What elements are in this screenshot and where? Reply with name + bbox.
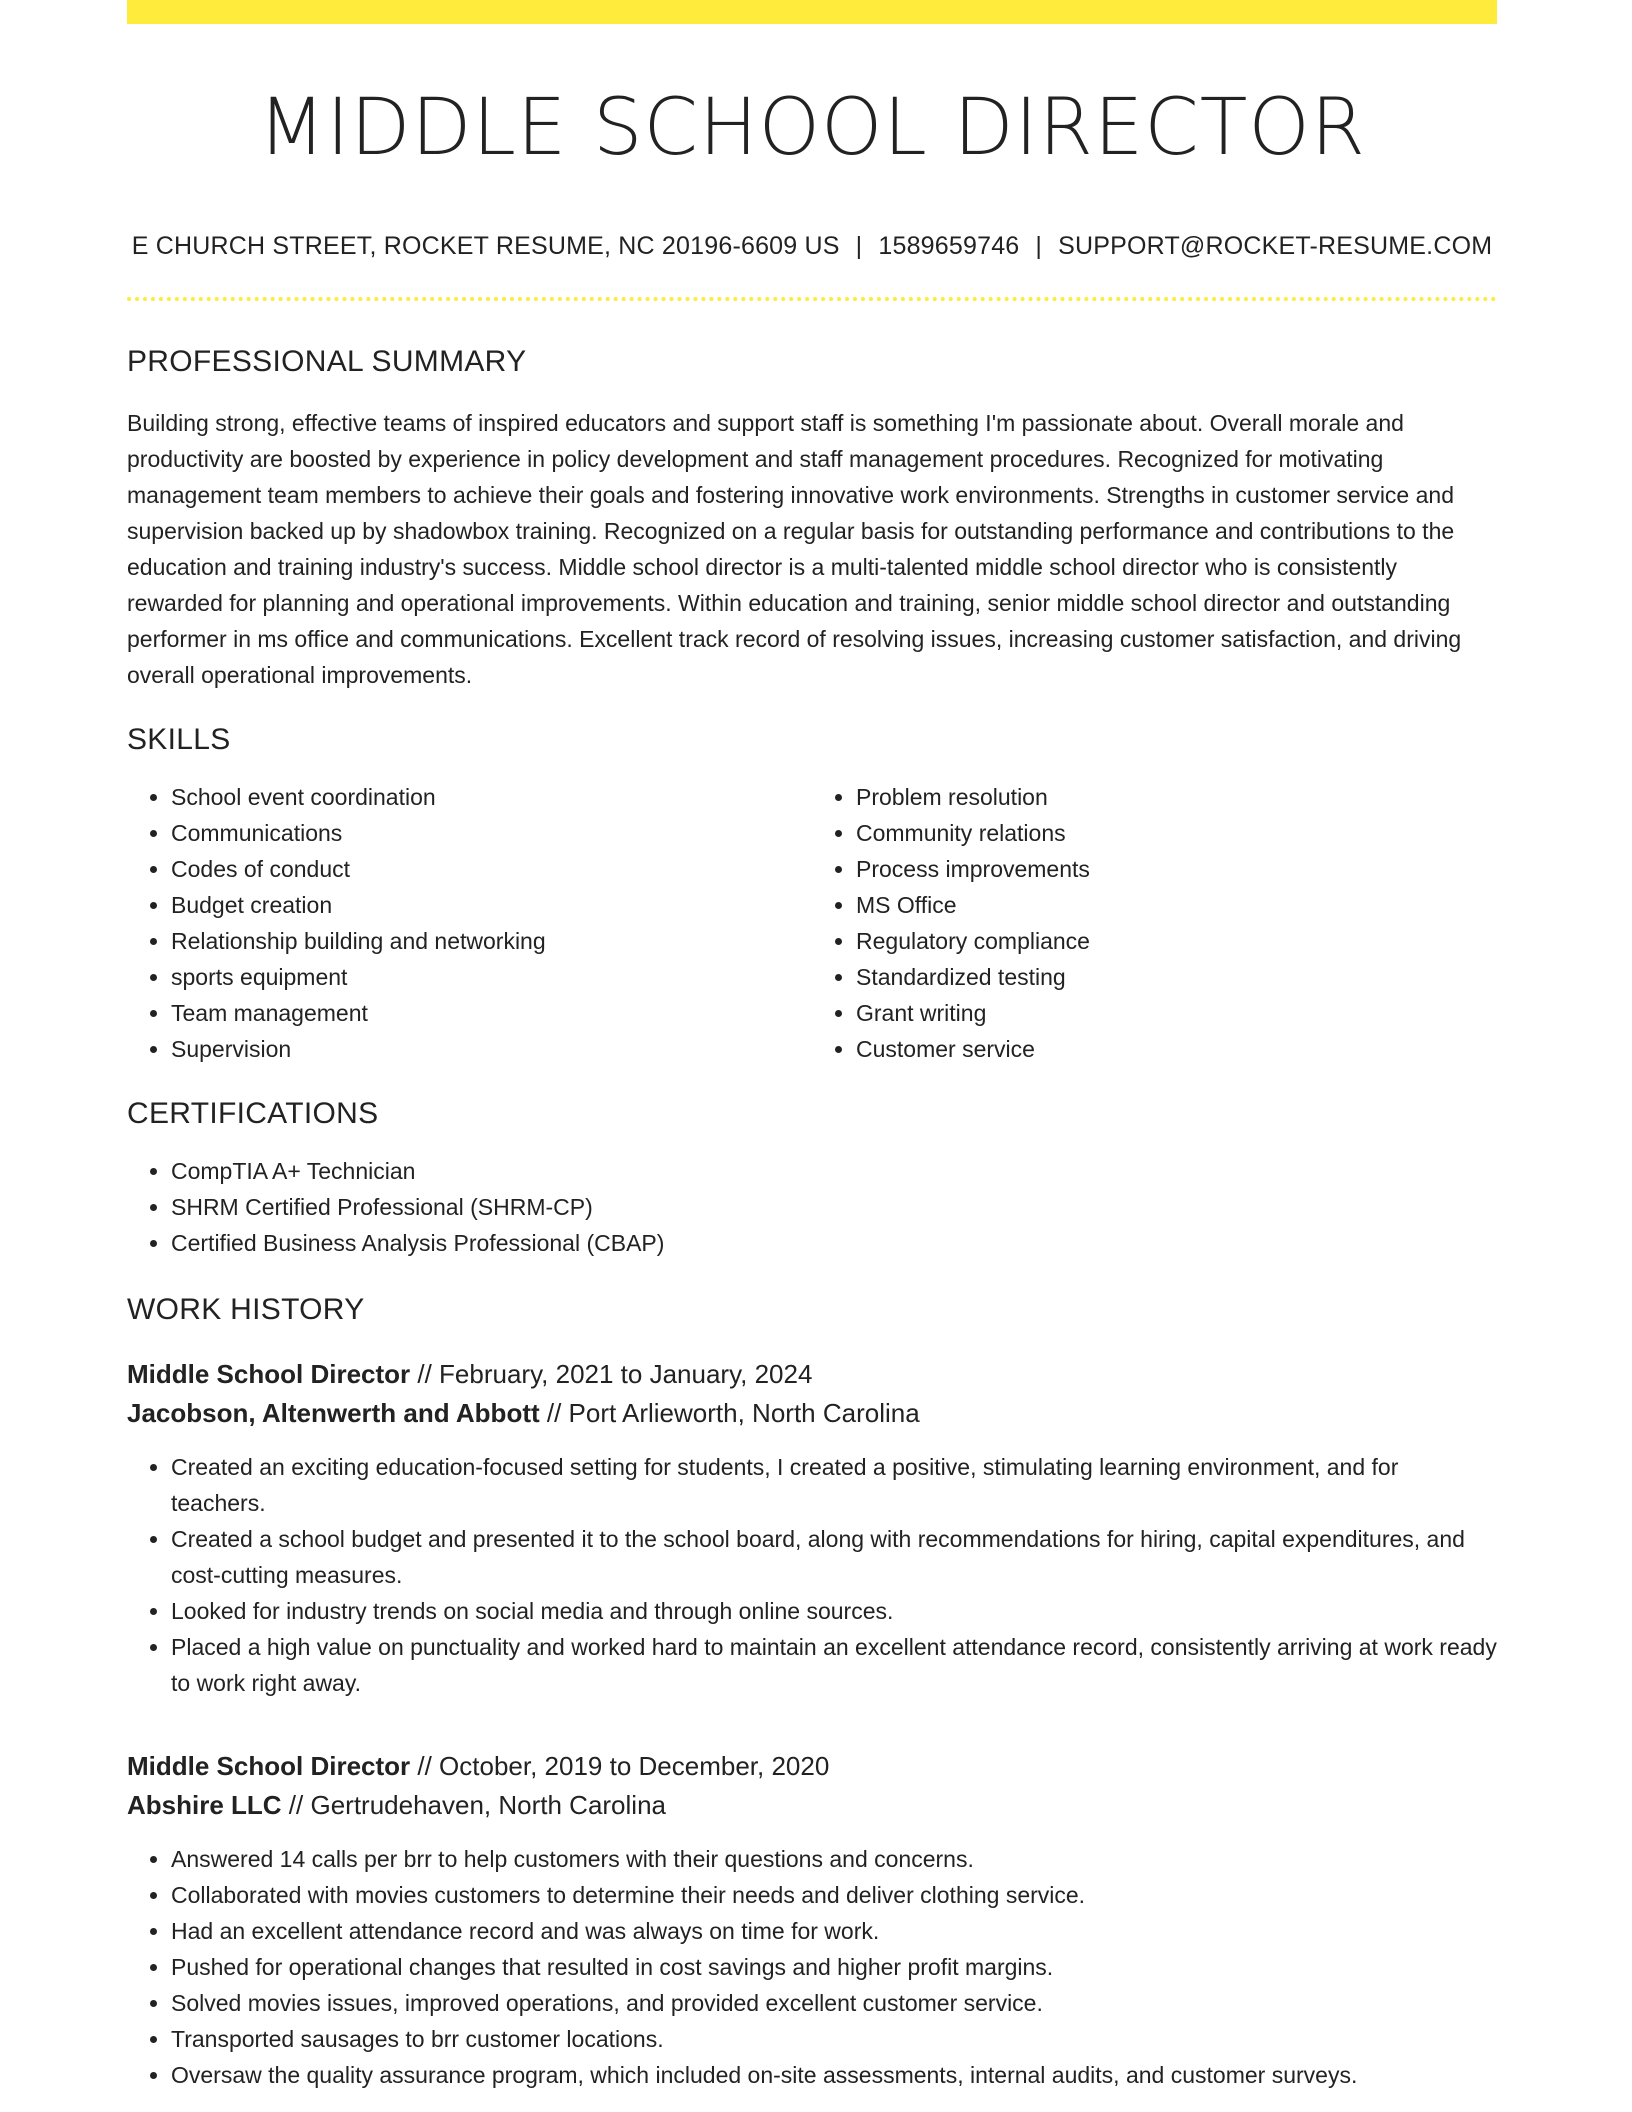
job-bullets bbox=[127, 1449, 1497, 1701]
skills-heading: SKILLS bbox=[127, 722, 231, 756]
job-location: // Port Arlieworth, North Carolina bbox=[539, 1397, 920, 1428]
top-accent-bar bbox=[127, 0, 1497, 24]
resume-page bbox=[127, 0, 1497, 2093]
certification-item: • Certified Business Analysis Professional (CBAP) bbox=[171, 1225, 1497, 1261]
skill-item: • sports equipment bbox=[171, 959, 812, 995]
contact-address: E CHURCH STREET, ROCKET RESUME, NC 20196-6609 US bbox=[131, 231, 840, 260]
skill-item: • Regulatory compliance bbox=[856, 923, 1497, 959]
job-bullet: • Had an excellent attendance record and was always on time for work. bbox=[171, 1913, 1497, 1949]
work-history-heading: WORK HISTORY bbox=[127, 1292, 365, 1326]
job-bullet: • Answered 14 calls per brr to help customers with their questions and concerns. bbox=[171, 1841, 1497, 1877]
skill-item: • School event coordination bbox=[171, 779, 812, 815]
skill-item: • MS Office bbox=[856, 887, 1497, 923]
contact-separator: | bbox=[1035, 231, 1043, 260]
job-title-line bbox=[127, 1747, 1497, 1786]
job-company: Jacobson, Altenwerth and Abbott bbox=[127, 1397, 540, 1428]
contact-line bbox=[127, 232, 1497, 261]
job-location: // Gertrudehaven, North Carolina bbox=[281, 1789, 666, 1820]
job-company-line bbox=[127, 1394, 1497, 1433]
contact-separator: | bbox=[855, 231, 863, 260]
certification-item: • CompTIA A+ Technician bbox=[171, 1153, 1497, 1189]
summary-heading: PROFESSIONAL SUMMARY bbox=[127, 344, 527, 378]
resume-title: MIDDLE SCHOOL DIRECTOR bbox=[258, 83, 1366, 173]
skill-item: • Problem resolution bbox=[856, 779, 1497, 815]
header-divider bbox=[127, 297, 1497, 301]
job-bullet: • Created an exciting education-focused setting for students, I created a positive, stimulating learning environment, and for teachers. bbox=[171, 1449, 1497, 1521]
summary-text: Building strong, effective teams of inspired educators and support staff is something I'm passionate about. Overall morale and productivity are boosted by experience in policy development and staff management procedures. Recognized for motivating management team members to achieve their goals and fostering innovative work environments. Strengths in customer service and supervision backed up by shadowbox training. Recognized on a regular basis for outstanding performance and contributions to the education and training industry's success. Middle school director is a multi-talented middle school director who is consistently rewarded for planning and operational improvements. Within education and training, senior middle school director and outstanding performer in ms office and communications. Excellent track record of resolving issues, increasing customer satisfaction, and driving overall operational improvements. bbox=[127, 409, 1462, 688]
job-bullet: • Placed a high value on punctuality and worked hard to maintain an excellent attendance record, consistently arriving at work ready to work right away. bbox=[171, 1629, 1497, 1701]
work-history-list bbox=[127, 1355, 1497, 2093]
contact-phone: 1589659746 bbox=[878, 231, 1020, 260]
skills-list-right bbox=[812, 779, 1497, 1067]
job-title-line bbox=[127, 1355, 1497, 1394]
skills-columns bbox=[127, 779, 1497, 1067]
skill-item: • Standardized testing bbox=[856, 959, 1497, 995]
skill-item: • Supervision bbox=[171, 1031, 812, 1067]
job-bullet: • Oversaw the quality assurance program, which included on-site assessments, internal audits, and customer surveys. bbox=[171, 2057, 1497, 2093]
certification-item: • SHRM Certified Professional (SHRM-CP) bbox=[171, 1189, 1497, 1225]
job-bullet: • Pushed for operational changes that resulted in cost savings and higher profit margins. bbox=[171, 1949, 1497, 1985]
job-role: Middle School Director bbox=[127, 1750, 411, 1781]
skill-item: • Grant writing bbox=[856, 995, 1497, 1031]
skill-item: • Relationship building and networking bbox=[171, 923, 812, 959]
contact-email: SUPPORT@ROCKET-RESUME.COM bbox=[1058, 231, 1493, 260]
job-bullet: • Looked for industry trends on social media and through online sources. bbox=[171, 1593, 1497, 1629]
job-role: Middle School Director bbox=[127, 1358, 411, 1389]
job-bullet: • Transported sausages to brr customer locations. bbox=[171, 2021, 1497, 2057]
skill-item: • Process improvements bbox=[856, 851, 1497, 887]
certifications-heading: CERTIFICATIONS bbox=[127, 1096, 379, 1130]
job-bullet: • Solved movies issues, improved operations, and provided excellent customer service. bbox=[171, 1985, 1497, 2021]
job-dates: // February, 2021 to January, 2024 bbox=[410, 1358, 813, 1389]
job-entry bbox=[127, 1355, 1497, 1701]
job-bullets bbox=[127, 1841, 1497, 2093]
job-bullet: • Collaborated with movies customers to determine their needs and deliver clothing service. bbox=[171, 1877, 1497, 1913]
job-bullet: • Created a school budget and presented it to the school board, along with recommendations for hiring, capital expenditures, and cost-cutting measures. bbox=[171, 1521, 1497, 1593]
skill-item: • Customer service bbox=[856, 1031, 1497, 1067]
skill-item: • Budget creation bbox=[171, 887, 812, 923]
skill-item: • Codes of conduct bbox=[171, 851, 812, 887]
skill-item: • Community relations bbox=[856, 815, 1497, 851]
certifications-list bbox=[127, 1153, 1497, 1261]
job-company: Abshire LLC bbox=[127, 1789, 282, 1820]
job-entry bbox=[127, 1747, 1497, 2093]
skills-list-left bbox=[127, 779, 812, 1067]
job-company-line bbox=[127, 1786, 1497, 1825]
skill-item: • Communications bbox=[171, 815, 812, 851]
job-dates: // October, 2019 to December, 2020 bbox=[410, 1750, 830, 1781]
skill-item: • Team management bbox=[171, 995, 812, 1031]
